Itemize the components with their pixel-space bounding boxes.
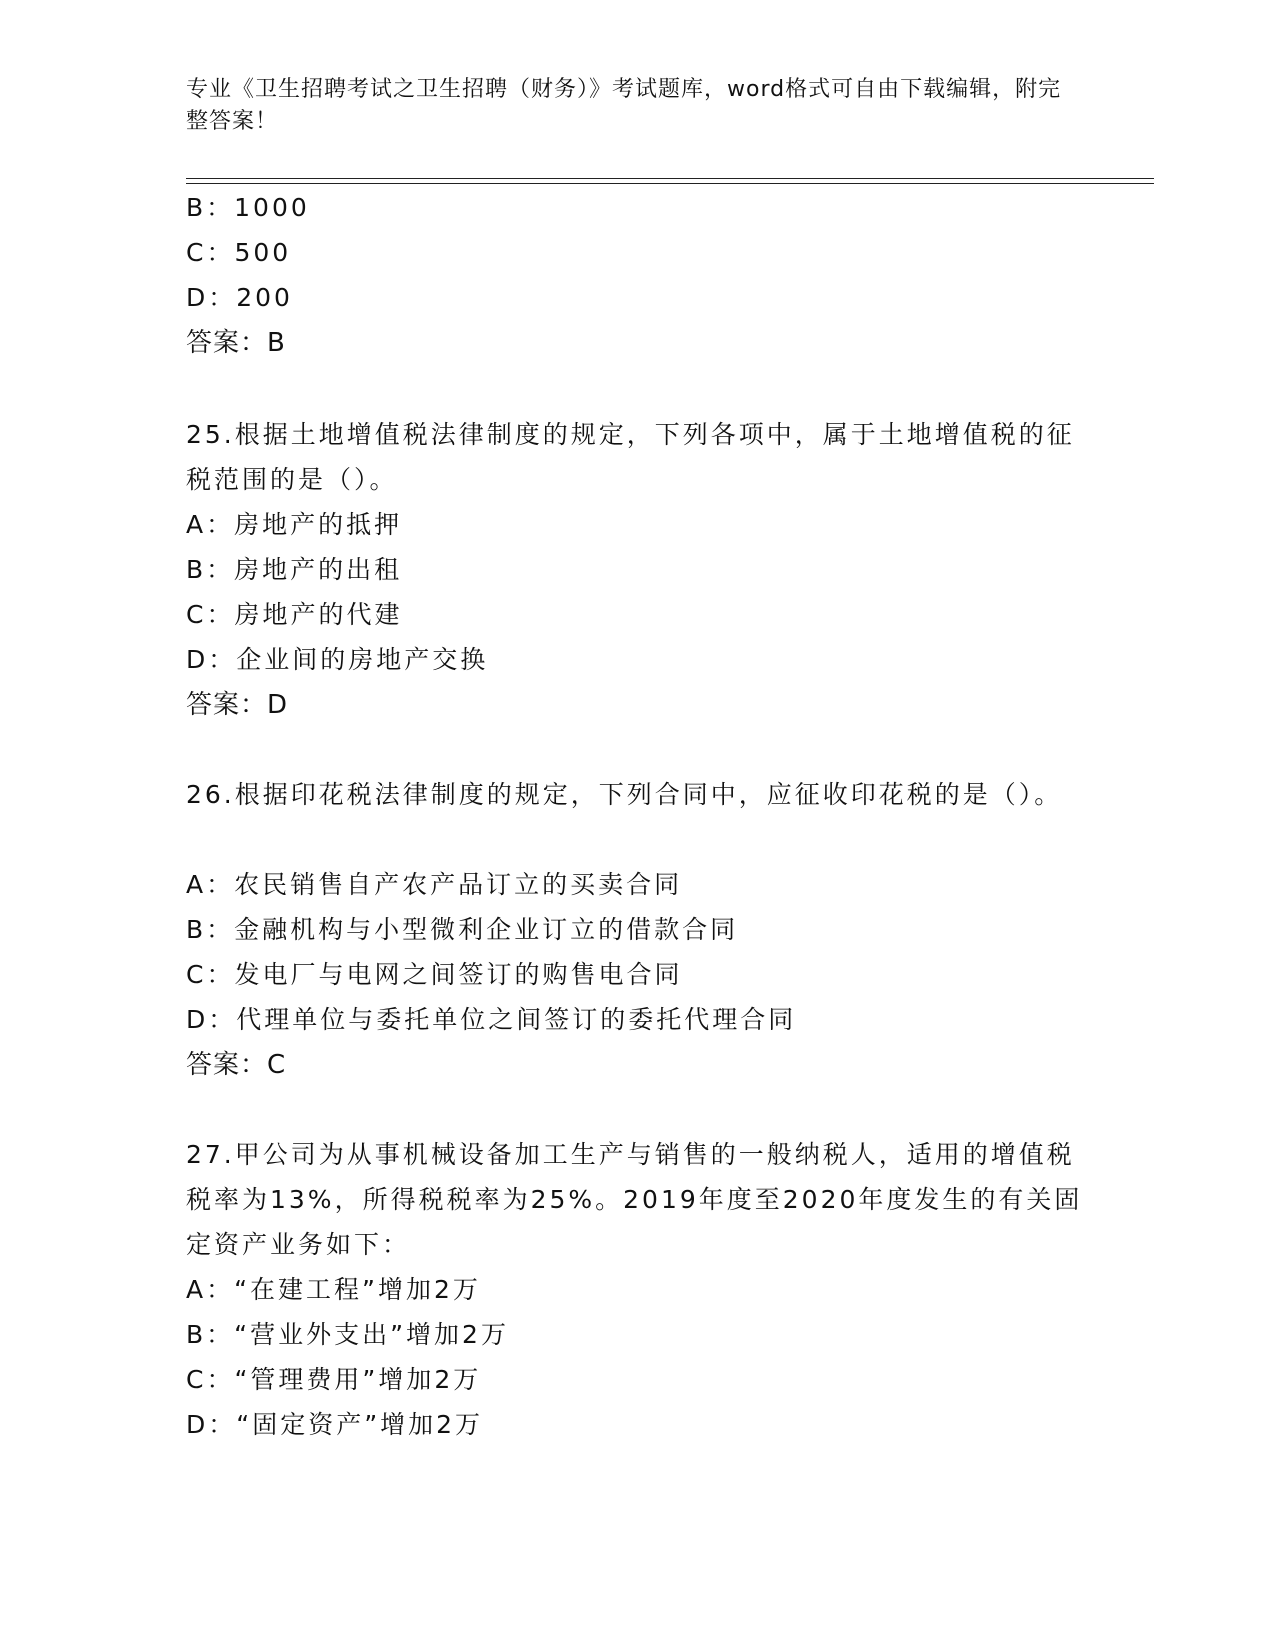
q27-stem: 27.甲公司为从事机械设备加工生产与销售的一般纳税人，适用的增值税税率为13%，所得税税率为25%。2019年度至2020年度发生的有关固定资产业务如下： bbox=[186, 1140, 1083, 1259]
q27-option-c: C：“管理费用”增加2万 bbox=[186, 1365, 482, 1394]
q27-option-d: D：“固定资产”增加2万 bbox=[186, 1410, 484, 1439]
q26-answer: 答案：C bbox=[186, 1050, 287, 1080]
q25-option-d: D：企业间的房地产交换 bbox=[186, 645, 489, 674]
q26-option-c: C：发电厂与电网之间签订的购售电合同 bbox=[186, 960, 683, 989]
prev-option-d: D：200 bbox=[186, 283, 293, 312]
q27-option-a: A：“在建工程”增加2万 bbox=[186, 1275, 481, 1304]
q25-option-b: B：房地产的出租 bbox=[186, 555, 403, 584]
document-header: 专业《卫生招聘考试之卫生招聘（财务）》考试题库，word格式可自由下载编辑，附完整答案！ bbox=[186, 77, 1062, 134]
prev-answer: 答案：B bbox=[186, 328, 286, 358]
prev-option-c: C：500 bbox=[186, 238, 292, 267]
prev-option-b: B：1000 bbox=[186, 193, 310, 222]
q27-option-b: B：“营业外支出”增加2万 bbox=[186, 1320, 509, 1349]
q26-option-b: B：金融机构与小型微利企业订立的借款合同 bbox=[186, 915, 739, 944]
header-divider-top bbox=[186, 178, 1154, 179]
header-divider-bottom bbox=[186, 183, 1154, 184]
q25-answer: 答案：D bbox=[186, 690, 289, 720]
q26-option-d: D：代理单位与委托单位之间签订的委托代理合同 bbox=[186, 1005, 797, 1034]
q25-option-c: C：房地产的代建 bbox=[186, 600, 403, 629]
q25-option-a: A：房地产的抵押 bbox=[186, 510, 403, 539]
q25-stem: 25.根据土地增值税法律制度的规定，下列各项中，属于土地增值税的征税范围的是（）。 bbox=[186, 420, 1075, 494]
q26-stem: 26.根据印花税法律制度的规定，下列合同中，应征收印花税的是（）。 bbox=[186, 780, 1063, 809]
q26-option-a: A：农民销售自产农产品订立的买卖合同 bbox=[186, 870, 683, 899]
